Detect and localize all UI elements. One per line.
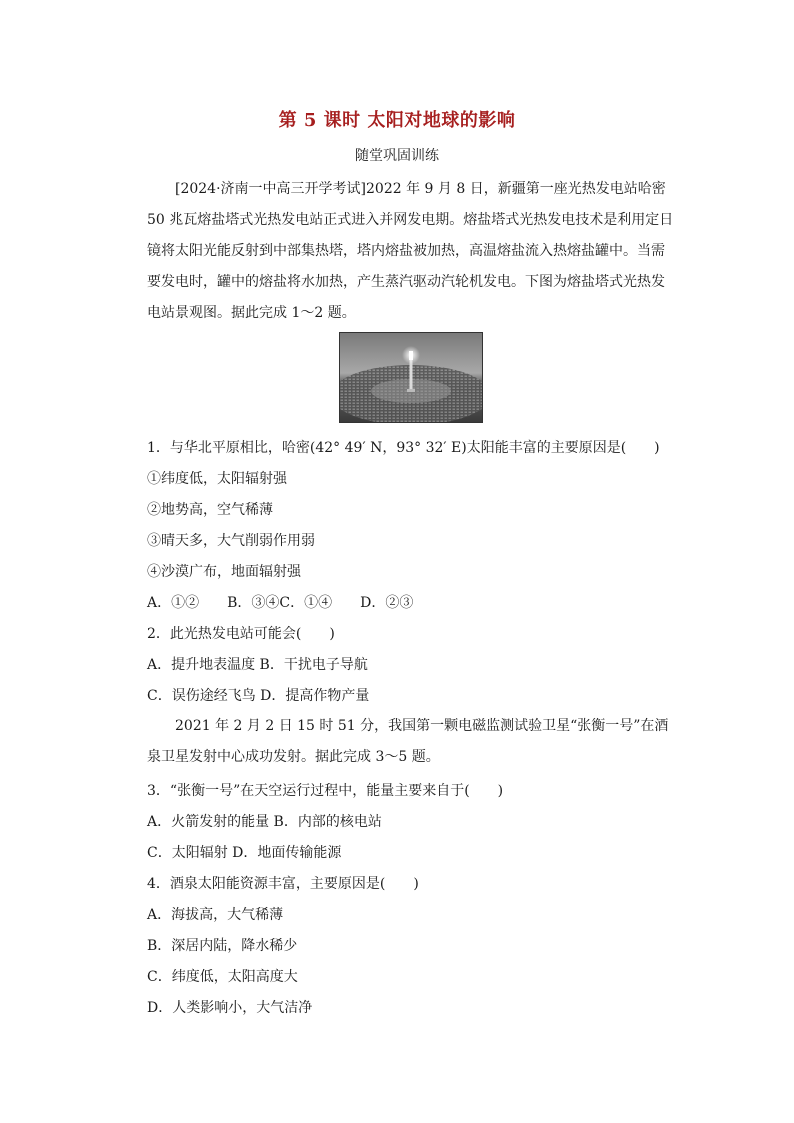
solar-tower-photo <box>339 332 483 423</box>
q1-statement-3: ③晴天多，大气削弱作用弱 <box>147 533 315 549</box>
solar-tower-image <box>340 333 482 422</box>
q1-statement-4: ④沙漠广布，地面辐射强 <box>147 564 301 580</box>
intro-passage-1: [2024·济南一中高三开学考试]2022 年 9 月 8 日，新疆第一座光热发电站哈密 50 兆瓦熔盐塔式光热发电站正式进入并网发电期。熔盐塔式光热发电技术是利用定日镜将太阳光能反射到中部集热塔，塔内熔盐被加热，高温熔盐流入热熔盐罐中。当需要发电时，罐中的熔盐将水加热，产生蒸汽驱动汽轮机发电。下图为熔盐塔式光热发电站景观图。据此完成 1～2 题。 <box>147 181 674 321</box>
lesson-title: 第 5 课时 太阳对地球的影响 <box>278 110 516 131</box>
q4-option-a: A．海拔高，大气稀薄 <box>147 907 284 923</box>
question-2-stem: 2．此光热发电站可能会( ) <box>147 626 335 642</box>
question-4-stem: 4．酒泉太阳能资源丰富，主要原因是( ) <box>147 876 419 892</box>
q1-options: A．①② B．③④C．①④ D．②③ <box>147 595 414 611</box>
q3-options-ab: A．火箭发射的能量 B．内部的核电站 <box>147 814 382 830</box>
intro-passage-2: 2021 年 2 月 2 日 15 时 51 分，我国第一颗电磁监测试验卫星“张衡一号”在酒泉卫星发射中心成功发射。据此完成 3～5 题。 <box>147 718 669 765</box>
q1-statement-1: ①纬度低，太阳辐射强 <box>147 471 287 487</box>
question-3-stem: 3．“张衡一号”在天空运行过程中，能量主要来自于( ) <box>147 783 504 799</box>
q1-statement-2: ②地势高，空气稀薄 <box>147 502 273 518</box>
question-1-stem: 1．与华北平原相比，哈密(42° 49′ N，93° 32′ E)太阳能丰富的主要原因是( ) <box>147 440 660 456</box>
q4-option-d: D．人类影响小，大气洁净 <box>147 1000 313 1016</box>
q4-option-c: C．纬度低，太阳高度大 <box>147 969 298 985</box>
q4-option-b: B．深居内陆，降水稀少 <box>147 938 298 954</box>
q2-options-cd: C．误伤途经飞鸟 D．提高作物产量 <box>147 688 370 704</box>
section-subtitle: 随堂巩固训练 <box>355 148 439 164</box>
q2-options-ab: A．提升地表温度 B．干扰电子导航 <box>147 657 368 673</box>
q3-options-cd: C．太阳辐射 D．地面传输能源 <box>147 845 342 861</box>
